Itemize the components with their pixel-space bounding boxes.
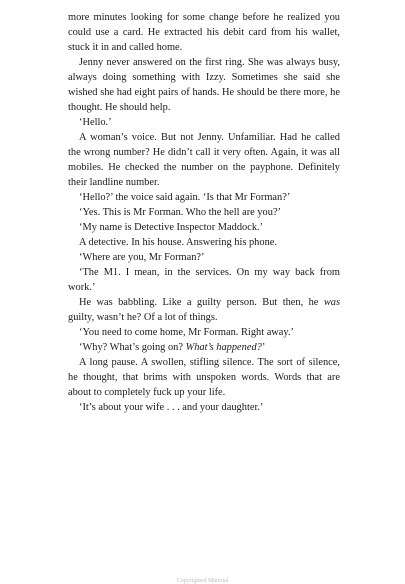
paragraph: ‘Hello?’ the voice said again. ‘Is that Mr Forman?’	[79, 192, 291, 203]
paragraph: A detective. In his house. Answering his phone.	[79, 237, 277, 248]
text-run: ‘Why? What’s going on?	[79, 342, 186, 353]
page-body	[68, 10, 340, 415]
paragraph: ‘It’s about your wife . . . and your daughter.’	[79, 402, 264, 413]
emphasis: was	[323, 297, 340, 308]
paragraph: ‘My name is Detective Inspector Maddock.’	[79, 222, 264, 233]
text-run: guilty, wasn’t he? Of a lot of things.	[68, 312, 218, 323]
paragraph: ‘Hello.’	[79, 117, 112, 128]
text-run: ’	[261, 342, 266, 353]
paragraph: ‘Yes. This is Mr Forman. Who the hell are you?’	[79, 207, 282, 218]
paragraph: A long pause. A swollen, stifling silence. The sort of silence, he thought, that brims with unspoken words. Words that are about to completely fuck up your life.	[68, 357, 340, 398]
paragraph-guilty	[68, 295, 340, 325]
paragraph-why	[68, 340, 340, 355]
paragraph: more minutes looking for some change before he realized you could use a card. He extracted his debit card from his wallet, stuck it in and called home.	[68, 12, 340, 53]
emphasis: What’s happened?	[185, 342, 262, 353]
paragraph: Jenny never answered on the first ring. She was always busy, always doing something with Izzy. Sometimes she said she wished she had eight pairs of hands. He should be there more, he thought. He should help.	[68, 57, 340, 113]
paragraph: A woman’s voice. But not Jenny. Unfamiliar. Had he called the wrong number? He didn’t call it very often. Again, it was all mobiles. He checked the number on the payphone. Definitely their landline number.	[68, 132, 340, 188]
paragraph: ‘You need to come home, Mr Forman. Right away.’	[79, 327, 294, 338]
paragraph: ‘The M1. I mean, in the services. On my way back from work.’	[68, 267, 340, 293]
copyright-footer: Copyrighted Material	[176, 578, 229, 584]
text-run: He was babbling. Like a guilty person. But then, he	[79, 297, 324, 308]
paragraph: ‘Where are you, Mr Forman?’	[79, 252, 205, 263]
